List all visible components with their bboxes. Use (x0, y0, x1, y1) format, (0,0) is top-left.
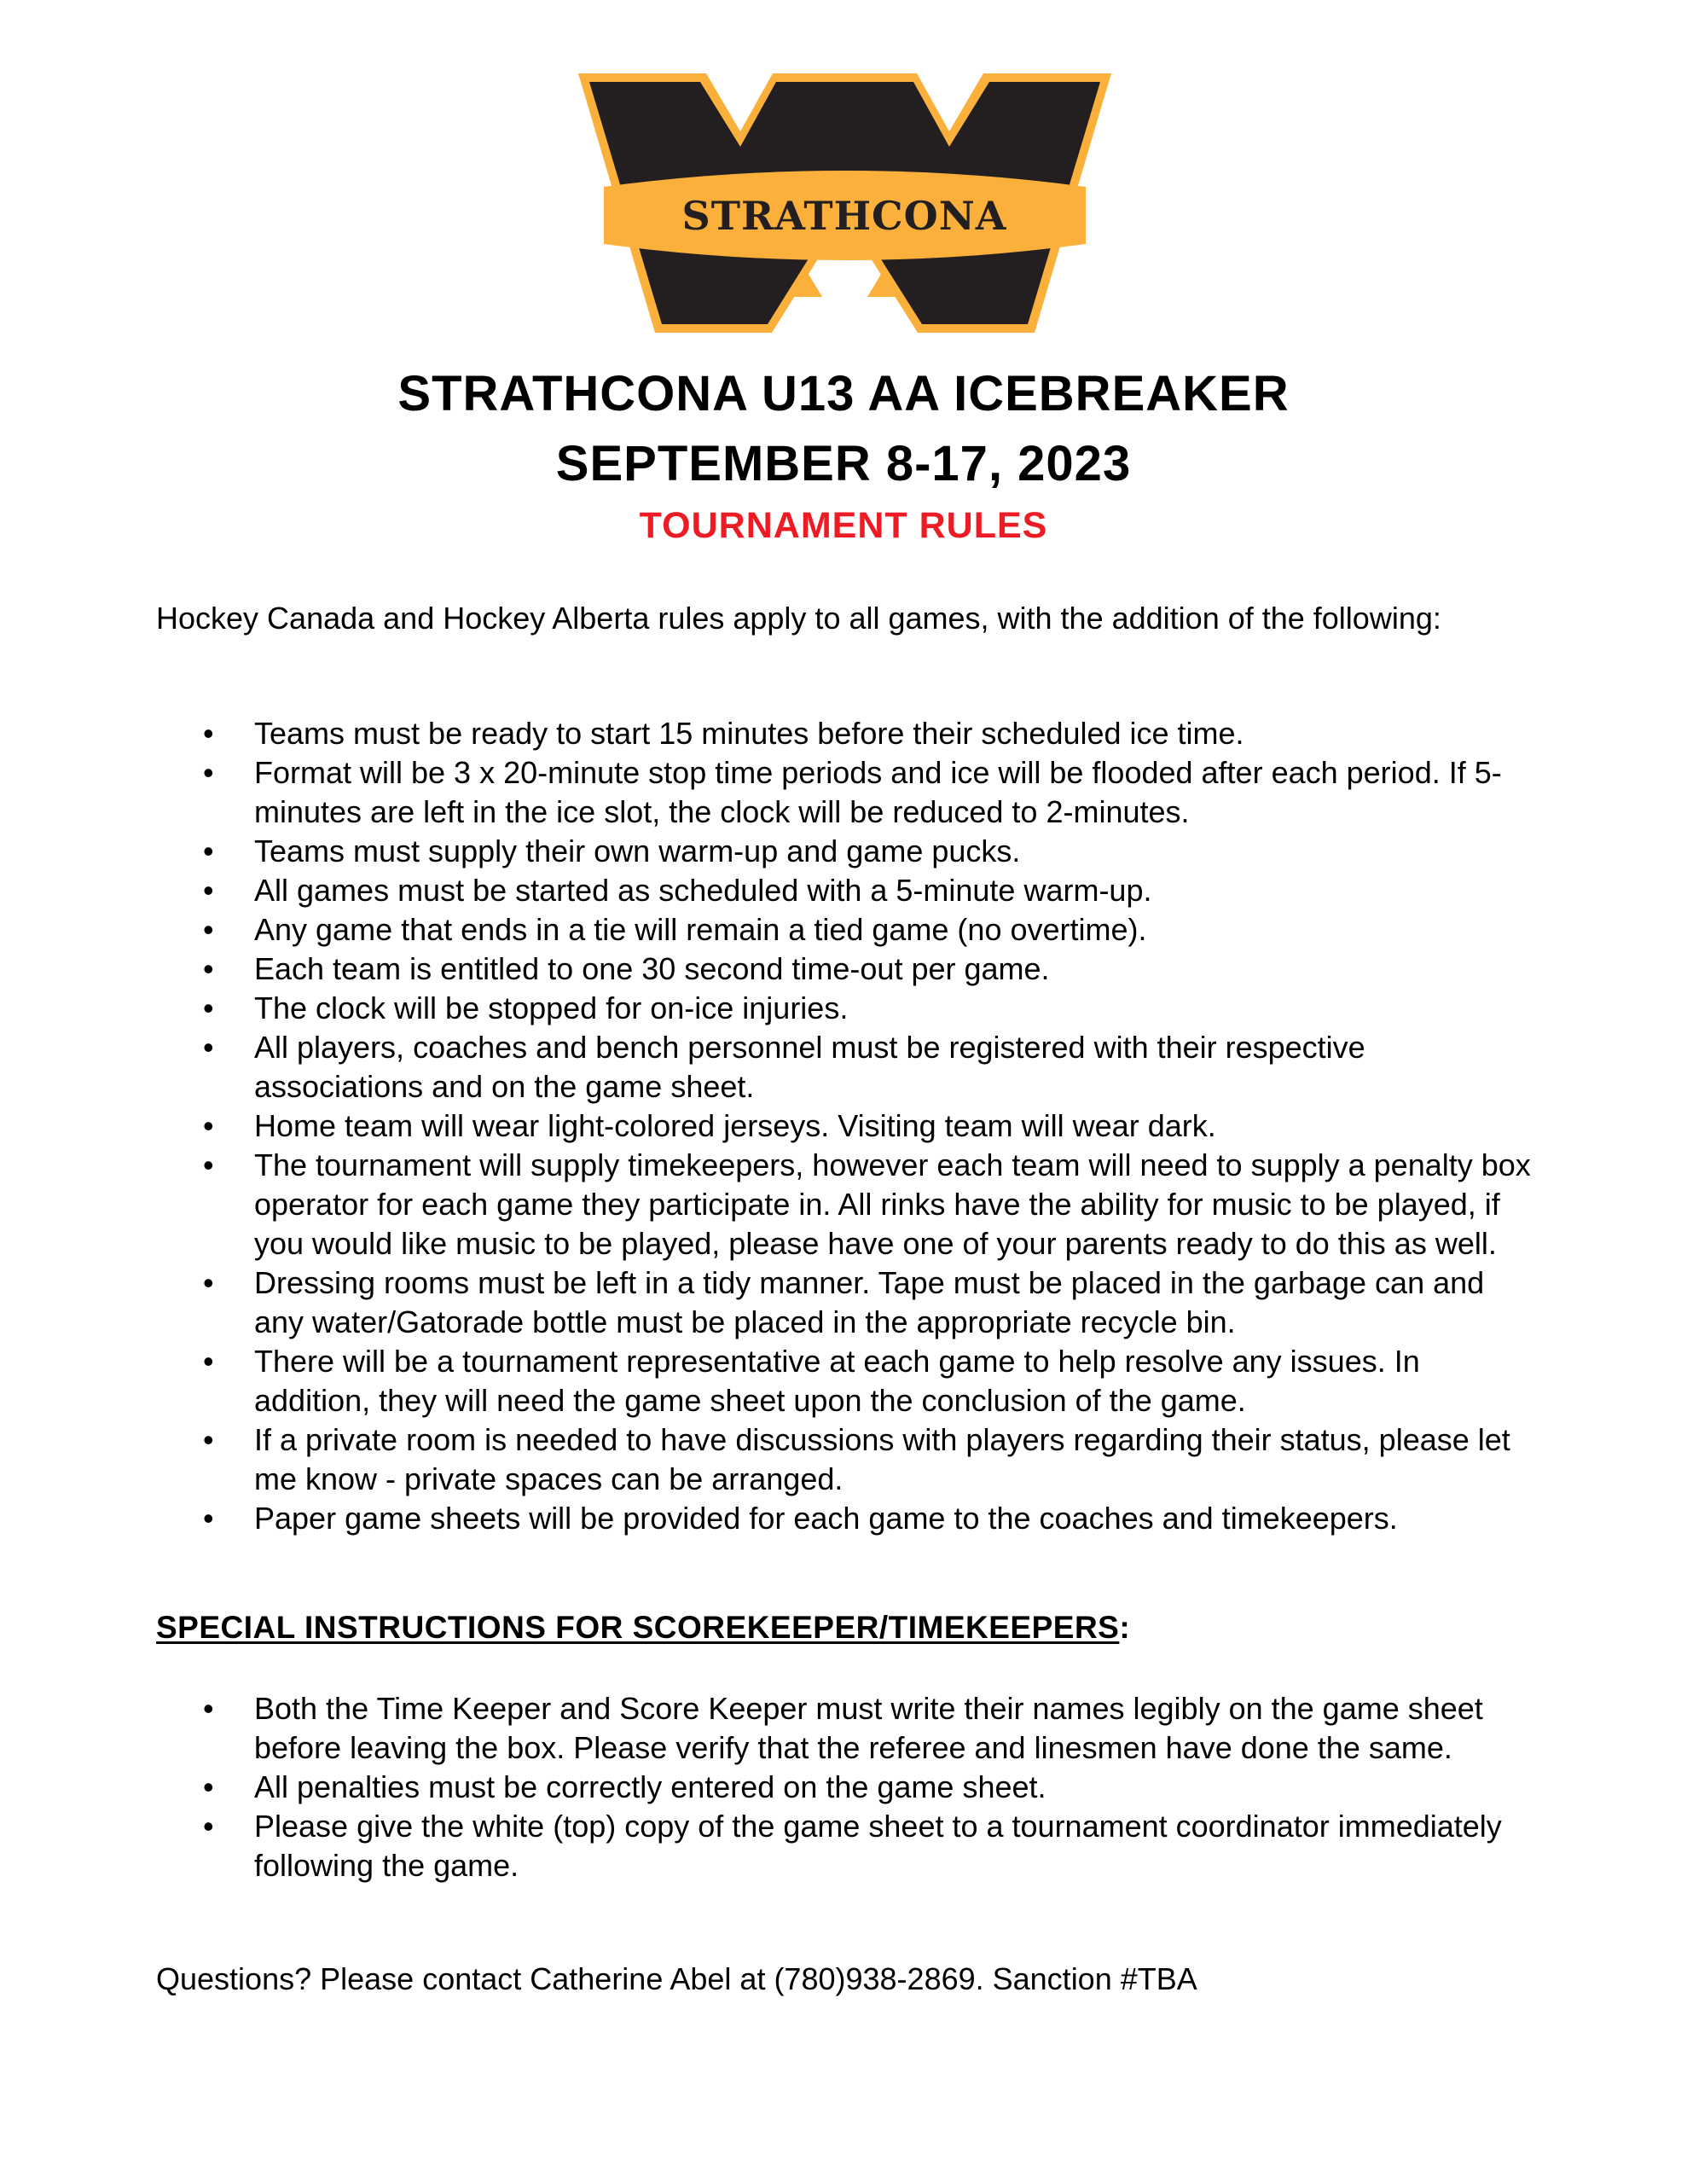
rule-item: • Dressing rooms must be left in a tidy manner. Tape must be placed in the garbage can and any water/Gatorade bottle must be placed in the appropriate recycle bin. (156, 1263, 1538, 1342)
rule-item: • All games must be started as scheduled with a 5-minute warm-up. (156, 871, 1538, 910)
rule-item: • If a private room is needed to have discussions with players regarding their status, please let me know - private spaces can be arranged. (156, 1420, 1538, 1499)
rule-item: • All players, coaches and bench personnel must be registered with their respective associations and on the game sheet. (156, 1028, 1538, 1107)
rule-item: • Any game that ends in a tie will remain a tied game (no overtime). (156, 910, 1538, 950)
special-item: • All penalties must be correctly entered on the game sheet. (156, 1768, 1538, 1807)
logo-text: STRATHCONA (681, 193, 1007, 239)
special-instructions-heading (156, 1610, 1130, 1646)
rule-item: • The tournament will supply timekeepers, however each team will need to supply a penalty box operator for each game they participate in. All rinks have the ability for music to be played, if you would like music to be played, please have one of your parents ready to do this as well. (156, 1146, 1538, 1263)
strathcona-logo (578, 73, 1111, 333)
rule-item: • Each team is entitled to one 30 second time-out per game. (156, 950, 1538, 989)
rules-subtitle: TOURNAMENT RULES (639, 505, 1048, 546)
rule-item: • Teams must be ready to start 15 minutes before their scheduled ice time. (156, 714, 1538, 753)
strathcona-w-logo-icon (578, 73, 1111, 333)
special-instructions-list (156, 1689, 1538, 1885)
rule-item: • Format will be 3 x 20-minute stop time periods and ice will be flooded after each period. If 5-minutes are left in the ice slot, the clock will be reduced to 2-minutes. (156, 753, 1538, 832)
rules-list (156, 714, 1538, 1538)
rule-item: • Home team will wear light-colored jerseys. Visiting team will wear dark. (156, 1107, 1538, 1146)
contact-footer: Questions? Please contact Catherine Abel at (780)938-2869. Sanction #TBA (156, 1961, 1197, 1996)
special-item: • Please give the white (top) copy of the game sheet to a tournament coordinator immediately following the game. (156, 1807, 1538, 1885)
special-heading-colon: : (1119, 1610, 1131, 1645)
tournament-title: STRATHCONA U13 AA ICEBREAKER (397, 366, 1290, 421)
special-heading-text: SPECIAL INSTRUCTIONS FOR SCOREKEEPER/TIMEKEEPERS (156, 1610, 1120, 1645)
rule-item: • The clock will be stopped for on-ice injuries. (156, 989, 1538, 1028)
rule-item: • Teams must supply their own warm-up and game pucks. (156, 832, 1538, 871)
tournament-dates: SEPTEMBER 8-17, 2023 (555, 436, 1132, 491)
intro-paragraph: Hockey Canada and Hockey Alberta rules apply to all games, with the addition of the following: (156, 601, 1441, 636)
rule-item: • There will be a tournament representative at each game to help resolve any issues. In addition, they will need the game sheet upon the conclusion of the game. (156, 1342, 1538, 1420)
rule-item: • Paper game sheets will be provided for each game to the coaches and timekeepers. (156, 1499, 1538, 1538)
special-item: • Both the Time Keeper and Score Keeper must write their names legibly on the game sheet before leaving the box. Please verify that the referee and linesmen have done the same. (156, 1689, 1538, 1768)
